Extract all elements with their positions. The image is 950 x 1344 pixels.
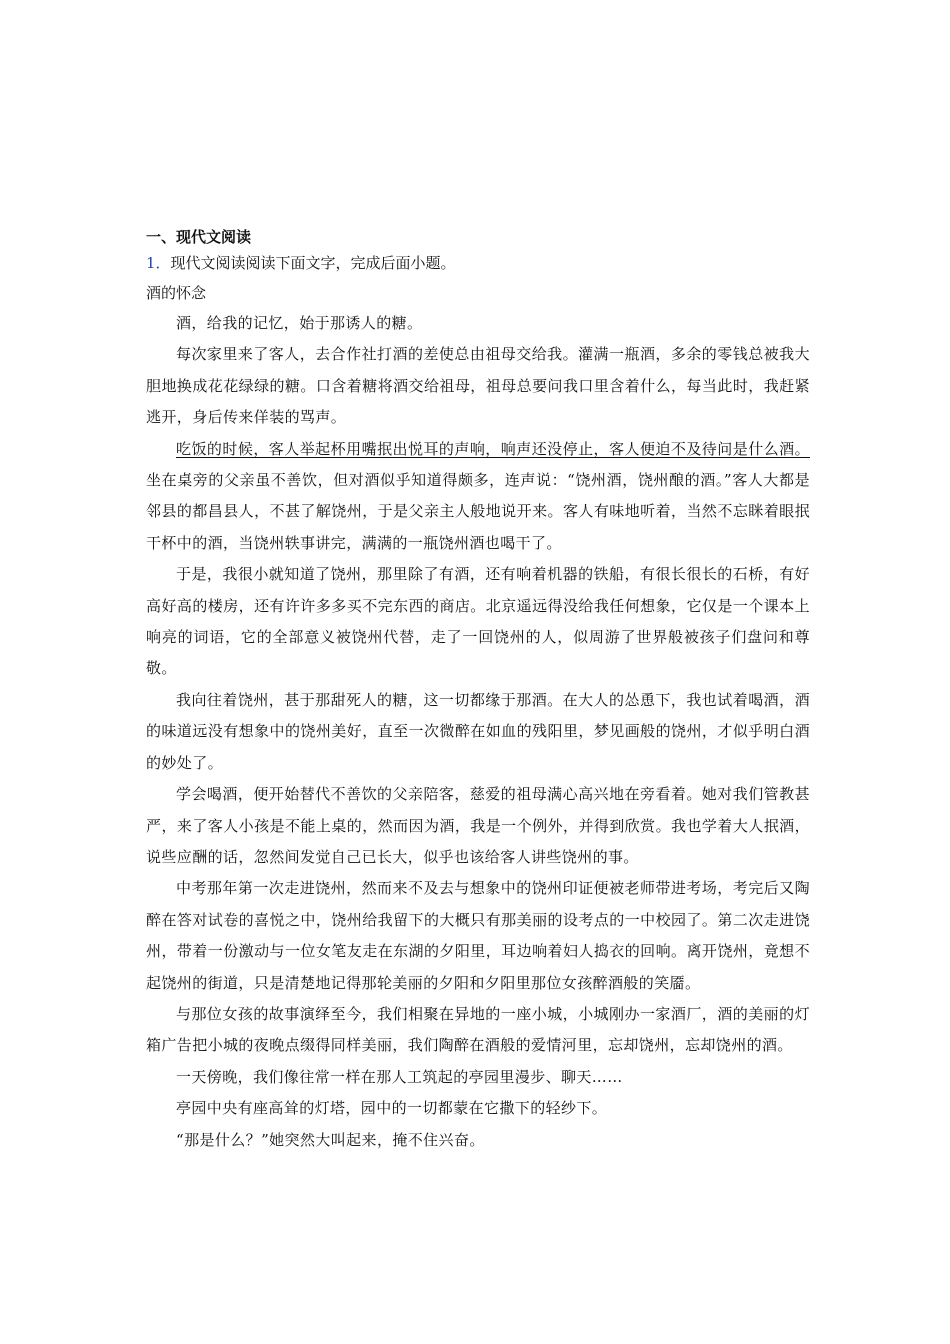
- paragraph: 与那位女孩的故事演绎至今，我们相聚在异地的一座小城，小城刚办一家酒厂，酒的美丽的灯箱广告把小城的夜晚点缀得同样美丽，我们陶醉在酒般的爱情河里，忘却饶州，忘却饶州的酒。: [146, 1004, 810, 1055]
- question-number: 1．: [146, 254, 171, 272]
- paragraph: 每次家里来了客人，去合作社打酒的差使总由祖母交给我。灌满一瓶酒，多余的零钱总被我大胆地换成花花绿绿的糖。口含着糖将酒交给祖母，祖母总要问我口里含着什么，每当此时，我赶紧逃开，身后传来佯装的骂声。: [146, 345, 810, 427]
- paragraph: 亭园中央有座高耸的灯塔，园中的一切都蒙在它撒下的轻纱下。: [176, 1099, 608, 1118]
- paragraph: 学会喝酒，便开始替代不善饮的父亲陪客，慈爱的祖母满心高兴地在旁看着。她对我们管教甚严，来了客人小孩是不能上桌的，然而因为酒，我是一个例外，并得到欣赏。我也学着大人抿酒，说些应酬的话，忽然间发觉自己已长大，似乎也该给客人讲些饶州的事。: [146, 785, 810, 866]
- paragraph: 我向往着饶州，甚于那甜死人的糖，这一切都缘于那酒。在大人的怂恿下，我也试着喝酒，酒的味道远没有想象中的饶州美好，直至一次微醉在如血的残阳里，梦见画般的饶州，才似乎明白酒的妙处了。: [146, 690, 810, 772]
- paragraph: 中考那年第一次走进饶州，然而来不及去与想象中的饶州印证便被老师带进考场，考完后又陶醉在答对试卷的喜悦之中，饶州给我留下的大概只有那美丽的设考点的一中校园了。第二次走进饶州，带着一份激动与一位女笔友走在东湖的夕阳里，耳边响着妇人捣衣的回响。离开饶州，竟想不起饶州的街道，只是清楚地记得那轮美丽的夕阳和夕阳里那位女孩醉酒般的笑靥。: [146, 879, 810, 992]
- question-text: 现代文阅读阅读下面文字，完成后面小题。: [170, 254, 456, 272]
- paragraph: [146, 434, 810, 560]
- section-title: 一、现代文阅读: [146, 228, 252, 246]
- paragraph: “那是什么？”她突然大叫起来，掩不住兴奋。: [176, 1130, 485, 1149]
- paragraph-text: 坐在桌旁的父亲虽不善饮，但对酒似乎知道得颇多，连声说：“饶州酒，饶州酿的酒。”客人大都是邻县的都昌县人，不甚了解饶州，于是父亲主人般地说开来。客人有味地听着，当然不忘眯着眼抿干杯中的酒，当饶州轶事讲完，满满的一瓶饶州酒也喝干了。: [146, 471, 810, 552]
- document-page: [146, 224, 810, 1156]
- paragraph: 酒，给我的记忆，始于那诱人的糖。: [176, 314, 423, 332]
- underlined-sentence: 吃饭的时候，客人举起杯用嘴抿出悦耳的声响，响声还没停止，客人便迫不及待问是什么酒。: [176, 439, 810, 458]
- article-title: 酒的怀念: [146, 284, 207, 302]
- paragraph: 于是，我很小就知道了饶州，那里除了有酒，还有响着机器的铁船，有很长很长的石桥，有好高好高的楼房，还有许许多多买不完东西的商店。北京遥远得没给我任何想象，它仅是一个课本上响亮的词语，它的全部意义被饶州代替，走了一回饶州的人，似周游了世界般被孩子们盘问和尊敬。: [146, 565, 810, 678]
- paragraph: 一天傍晚，我们像往常一样在那人工筑起的亭园里漫步、聊天……: [176, 1067, 623, 1086]
- question-prompt: [146, 250, 810, 278]
